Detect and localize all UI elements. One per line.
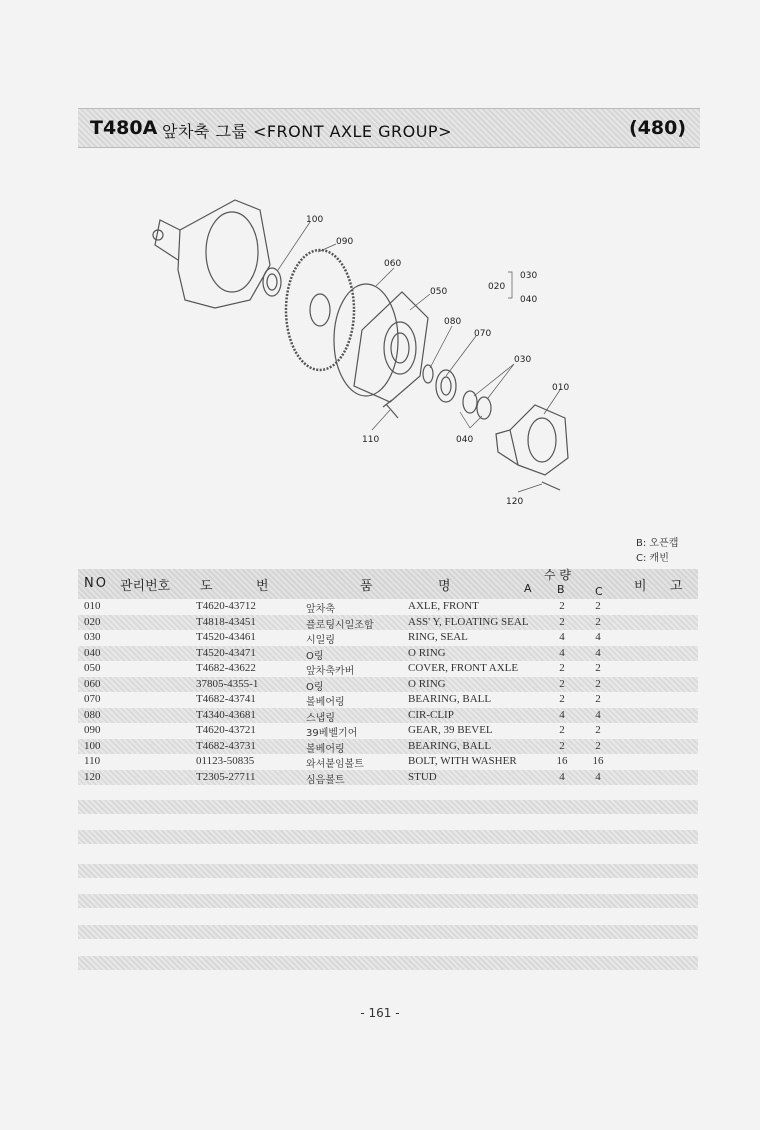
table-row	[78, 739, 698, 755]
cell-part-number: T2305-27711	[196, 770, 256, 783]
cell-no: 080	[84, 708, 101, 721]
header-qty-a: A	[524, 582, 532, 595]
cir-clip-drawing	[423, 365, 433, 383]
cell-name-english: BEARING, BALL	[408, 739, 492, 752]
cell-name-korean: O링	[306, 650, 324, 662]
cell-name-english: BEARING, BALL	[408, 693, 492, 705]
front-axle-drawing	[510, 405, 568, 475]
cell-name-english: GEAR, 39 BEVEL	[408, 724, 493, 736]
cell-qty-b: 2	[559, 662, 565, 674]
cell-qty-c: 2	[595, 693, 601, 705]
cell-qty-c: 4	[595, 631, 601, 643]
header-remark-2: 고	[670, 579, 683, 594]
cell-part-number: T4520-43471	[196, 646, 256, 659]
header-drawing-2: 번	[256, 579, 269, 594]
header-remark-1: 비	[634, 579, 647, 594]
cell-name-english: RING, SEAL	[408, 631, 468, 643]
table-row	[78, 615, 698, 631]
cell-qty-c: 2	[595, 724, 601, 736]
callout-110: 110	[362, 435, 380, 445]
empty-band	[78, 925, 698, 939]
bevel-gear-drawing	[286, 250, 354, 370]
cell-qty-c: 16	[592, 755, 604, 767]
cell-qty-b: 2	[559, 724, 565, 736]
cell-no: 010	[84, 600, 101, 612]
page-number: - 161 -	[360, 1006, 400, 1020]
cell-qty-b: 4	[559, 631, 565, 643]
cell-no: 120	[84, 770, 101, 783]
cell-name-english: O RING	[408, 677, 446, 690]
callout-100: 100	[306, 215, 324, 225]
cell-name-english: STUD	[408, 770, 437, 783]
cell-name-korean: 앞차축	[306, 604, 335, 615]
cell-qty-b: 2	[559, 677, 565, 690]
cell-no: 100	[84, 739, 101, 752]
header-mgmt-no: 관리번호	[120, 579, 171, 594]
cell-part-number: T4818-43451	[196, 615, 256, 628]
callout-120: 120	[506, 497, 524, 507]
table-row	[78, 708, 698, 724]
cell-qty-b: 2	[559, 615, 565, 628]
group-code: (480)	[628, 117, 686, 139]
callout-020: 020	[488, 282, 506, 292]
cell-name-korean: O링	[306, 681, 324, 693]
callout-040-a: 040	[520, 295, 538, 305]
legend	[636, 536, 678, 566]
cell-name-korean: 와셔붙임볼트	[306, 759, 364, 770]
cell-name-korean: 스냅링	[306, 712, 335, 724]
legend-c: C: 캐빈	[636, 553, 669, 564]
cell-qty-c: 2	[595, 600, 601, 612]
cell-qty-b: 4	[559, 770, 565, 783]
cell-no: 020	[84, 615, 101, 628]
cell-name-english: COVER, FRONT AXLE	[408, 662, 519, 674]
cell-qty-c: 2	[595, 739, 601, 752]
header-no: NO	[84, 576, 108, 591]
cell-qty-b: 2	[559, 739, 565, 752]
cell-name-english: AXLE, FRONT	[408, 600, 479, 612]
header-drawing-1: 도	[200, 579, 213, 594]
callout-030-b: 030	[514, 355, 532, 365]
cell-no: 070	[84, 693, 101, 705]
cell-name-english: CIR-CLIP	[408, 708, 454, 721]
callout-050: 050	[430, 287, 448, 297]
table-row	[78, 599, 698, 615]
cell-part-number: T4340-43681	[196, 708, 256, 721]
cell-name-english: BOLT, WITH WASHER	[408, 755, 517, 767]
cell-part-number: 01123-50835	[196, 755, 255, 767]
header-qty-b: B	[557, 583, 565, 596]
cell-name-korean: 시일링	[306, 635, 335, 646]
callout-010: 010	[552, 383, 570, 393]
cell-name-english: ASS' Y, FLOATING SEAL	[408, 615, 529, 628]
callout-060: 060	[384, 259, 402, 269]
cell-qty-c: 4	[595, 770, 601, 783]
cell-name-korean: 심음볼트	[306, 774, 345, 786]
cell-qty-b: 4	[559, 708, 565, 721]
empty-band	[78, 956, 698, 970]
header-name-2: 명	[438, 579, 451, 594]
callout-090: 090	[336, 237, 354, 247]
cell-no: 050	[84, 662, 101, 674]
cell-no: 030	[84, 631, 101, 643]
callout-070: 070	[474, 329, 492, 339]
callout-030-a: 030	[520, 271, 538, 281]
model-code: T480A	[90, 117, 158, 139]
callout-080: 080	[444, 317, 462, 327]
cell-part-number: T4620-43712	[196, 600, 256, 612]
table-row	[78, 723, 698, 739]
table-row	[78, 692, 698, 708]
cell-no: 110	[84, 755, 101, 767]
cell-qty-c: 4	[595, 708, 601, 721]
cell-name-korean: 볼베어링	[306, 697, 345, 708]
cell-no: 040	[84, 646, 101, 659]
cell-part-number: 37805-4355-1	[196, 677, 259, 690]
o-ring-060-drawing	[334, 284, 398, 396]
cell-qty-c: 2	[595, 615, 601, 628]
table-row	[78, 646, 698, 662]
header-name-1: 품	[360, 579, 373, 594]
table-row	[78, 630, 698, 646]
table-row	[78, 754, 698, 770]
cell-qty-b: 2	[559, 600, 565, 612]
cell-no: 090	[84, 724, 101, 736]
cell-part-number: T4620-43721	[196, 724, 256, 736]
header-qty-c: C	[595, 585, 603, 598]
table-row	[78, 770, 698, 786]
cell-part-number: T4520-43461	[196, 631, 256, 643]
group-title: 앞차축 그룹 <FRONT AXLE GROUP>	[162, 122, 452, 141]
cell-name-korean: 볼베어링	[306, 743, 345, 755]
table-row	[78, 677, 698, 693]
table-header	[78, 569, 698, 599]
cell-name-korean: 39베벨기어	[306, 728, 358, 739]
cell-name-korean: 플로팅시일조합	[306, 619, 374, 631]
legend-b: B: 오픈캡	[636, 538, 679, 549]
header-qty: 수 량	[544, 568, 571, 582]
empty-band	[78, 800, 698, 814]
bearing-070-drawing	[436, 370, 456, 402]
callout-040-b: 040	[456, 435, 474, 445]
stud-drawing	[542, 482, 560, 490]
cell-part-number: T4682-43622	[196, 662, 256, 674]
cell-no: 060	[84, 677, 101, 690]
empty-band	[78, 864, 698, 878]
axle-housing-drawing	[178, 200, 270, 308]
empty-band	[78, 894, 698, 908]
cell-part-number: T4682-43731	[196, 739, 256, 752]
empty-band	[78, 830, 698, 844]
table-row	[78, 661, 698, 677]
header-band	[78, 108, 700, 148]
cell-qty-b: 16	[556, 755, 568, 767]
parts-table	[78, 599, 698, 785]
bearing-100-drawing	[263, 268, 281, 296]
cell-qty-b: 2	[559, 693, 565, 705]
cell-qty-c: 4	[595, 646, 601, 659]
cell-qty-b: 4	[559, 646, 565, 659]
cell-qty-c: 2	[595, 677, 601, 690]
cell-qty-c: 2	[595, 662, 601, 674]
exploded-parts-diagram	[140, 190, 610, 520]
cell-part-number: T4682-43741	[196, 693, 256, 705]
cell-name-korean: 앞차축카버	[306, 666, 355, 677]
cell-name-english: O RING	[408, 646, 446, 659]
seal-ring-drawing	[463, 391, 477, 413]
